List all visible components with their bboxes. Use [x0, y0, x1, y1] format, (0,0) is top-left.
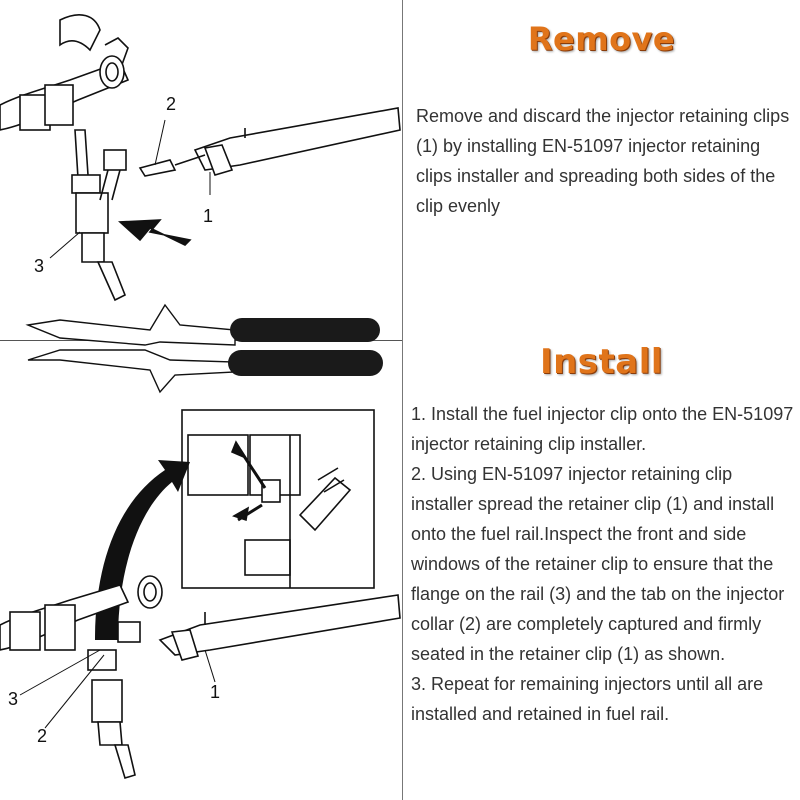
- vertical-divider: [402, 0, 403, 800]
- install-steps: [411, 399, 796, 729]
- remove-diagram: [0, 15, 400, 300]
- remove-heading: Remove: [527, 20, 676, 58]
- curved-arrow: [95, 460, 190, 640]
- callout-3-bottom: 3: [8, 689, 19, 709]
- callout-1-bottom: 1: [210, 682, 221, 702]
- installer-tool: [28, 305, 383, 392]
- install-step: 3. Repeat for remaining injectors until all are installed and retained in fuel rail.: [411, 674, 764, 724]
- callout-2: 2: [166, 94, 177, 114]
- remove-instructions: Remove and discard the injector retaining clips (1) by installing EN-51097 injector retaining clips installer and spreading both sides of the clip evenly: [416, 106, 790, 216]
- install-diagram: [0, 576, 400, 778]
- install-step: 1. Install the fuel injector clip onto the EN-51097 injector retaining clip installer.: [411, 404, 794, 454]
- callout-1: 1: [203, 206, 214, 226]
- install-heading: Install: [539, 342, 664, 382]
- callout-2-bottom: 2: [37, 726, 48, 746]
- callout-3: 3: [34, 256, 45, 276]
- install-step: 2. Using EN-51097 injector retaining clip installer spread the retainer clip (1) and install onto the fuel rail.Inspect the front and side windows of the retainer clip to ensure that the flange on the rail (3) and the tab on the injector collar (2) are completely captured and firmly seated in the retainer clip (1) as shown.: [411, 464, 785, 664]
- install-inset: [182, 410, 374, 588]
